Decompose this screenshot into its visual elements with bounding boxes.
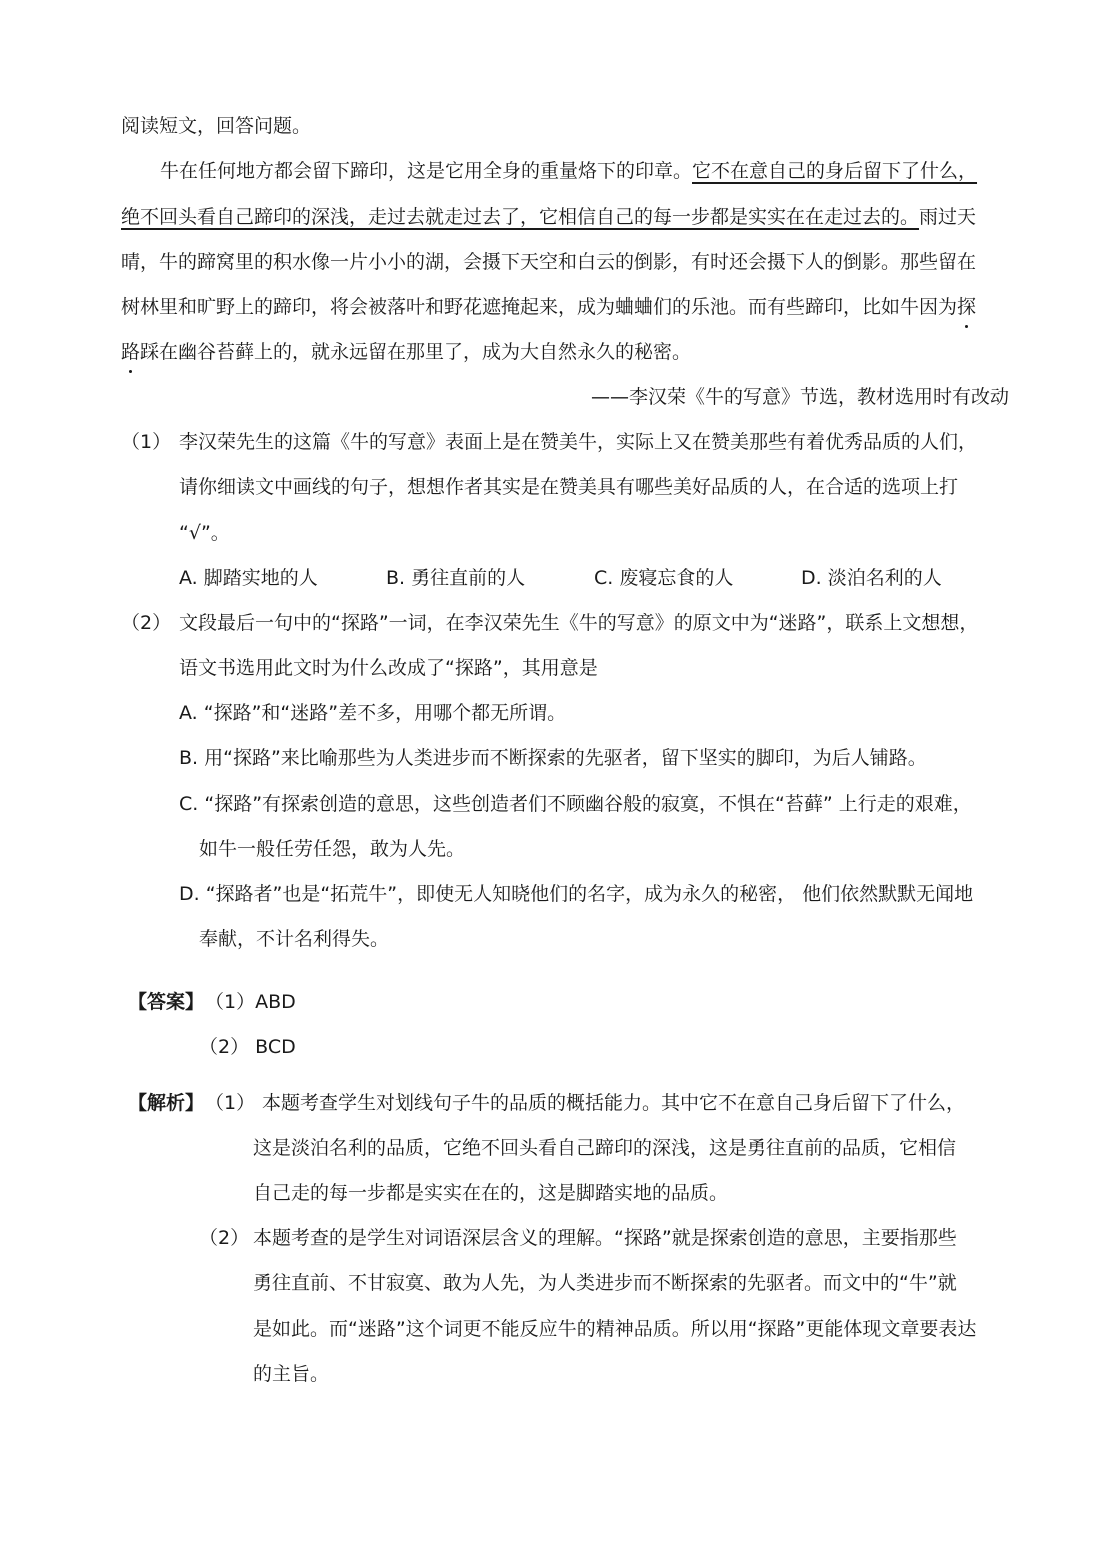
option-c-continued: 如牛一般任劳任怨，敢为人先。 [199, 838, 466, 860]
analysis-text: 的主旨。 [253, 1363, 330, 1385]
passage-line-1 [160, 159, 977, 183]
option-d: D. “探路者”也是“拓荒牛”，即使无人知晓他们的名字，成为永久的秘密， 他们依然默默无闻地 [179, 883, 974, 905]
option-c: C. 废寝忘食的人 [594, 567, 734, 589]
passage-line-5 [121, 340, 691, 364]
analysis-text: 是如此。而“迷路”这个词更不能反应牛的精神品质。所以用“探路”更能体现文章要表达 [253, 1318, 977, 1340]
analysis-text: 本题考查学生对划线句子牛的品质的概括能力。其中它不在意自己身后留下了什么， [262, 1092, 966, 1114]
passage-line-4 [121, 295, 976, 319]
passage-line-2 [121, 205, 976, 229]
answer-2: （2） BCD [199, 1036, 296, 1058]
underlined-sentence: 它不在意自己的身后留下了什么， [692, 160, 978, 182]
analysis-label: 【解析】 [128, 1092, 205, 1114]
emphasis-dot-char: 探 [957, 296, 977, 318]
question-text: 文段最后一句中的“探路”一词，在李汉荣先生《牛的写意》的原文中为“迷路”，联系上文想想， [179, 612, 979, 634]
question-text: 请你细读文中画线的句子，想想作者其实是在赞美具有哪些美好品质的人，在合适的选项上打 [179, 476, 959, 498]
passage-text: 树林里和旷野上的蹄印，将会被落叶和野花遮掩起来，成为蛐蛐们的乐池。而有些蹄印，比如牛因为 [121, 296, 958, 318]
analysis-text: 自己走的每一步都是实实在在的，这是脚踏实地的品质。 [253, 1182, 729, 1204]
passage-text: 踩在幽谷苔藓上的，就永远留在那里了，成为大自然永久的秘密。 [140, 341, 692, 363]
passage-text: 雨过天 [919, 206, 977, 228]
analysis-number: （2） [199, 1227, 250, 1249]
passage-source: ——李汉荣《牛的写意》节选，教材选用时有改动 [590, 386, 1009, 408]
analysis-text: 本题考查的是学生对词语深层含义的理解。“探路”就是探索创造的意思，主要指那些 [253, 1227, 957, 1249]
option-b: B. 用“探路”来比喻那些为人类进步而不断探索的先驱者，留下坚实的脚印，为后人铺路。 [179, 747, 927, 769]
option-d: D. 淡泊名利的人 [801, 567, 942, 589]
option-c: C. “探路”有探索创造的意思，这些创造者们不顾幽谷般的寂寞，不惧在“苔藓” 上行走的艰难， [179, 793, 972, 815]
question-number: （1） [121, 431, 172, 453]
passage-text: 牛在任何地方都会留下蹄印，这是它用全身的重量烙下的印章。 [160, 160, 693, 182]
instruction: 阅读短文，回答问题。 [121, 115, 312, 137]
answer-1: （1）ABD [205, 991, 296, 1013]
option-d-continued: 奉献，不计名利得失。 [199, 928, 390, 950]
underlined-sentence: 绝不回头看自己蹄印的深浅，走过去就走过去了，它相信自己的每一步都是实实在在走过去的。 [121, 206, 920, 228]
analysis-text: 这是淡泊名利的品质，它绝不回头看自己蹄印的深浅，这是勇往直前的品质，它相信 [253, 1137, 957, 1159]
analysis-number: （1） [205, 1092, 256, 1114]
option-b: B. 勇往直前的人 [386, 567, 526, 589]
question-text: 语文书选用此文时为什么改成了“探路”，其用意是 [179, 657, 598, 679]
emphasis-dot-char: 路 [121, 341, 141, 363]
question-number: （2） [121, 612, 172, 634]
answer-label: 【答案】 [128, 991, 205, 1013]
analysis-text: 勇往直前、不甘寂寞、敢为人先，为人类进步而不断探索的先驱者。而文中的“牛”就 [253, 1272, 957, 1294]
passage-line-3: 晴，牛的蹄窝里的积水像一片小小的湖，会摄下天空和白云的倒影，有时还会摄下人的倒影。那些留在 [121, 251, 977, 273]
question-text: “√”。 [179, 522, 230, 544]
option-a: A. 脚踏实地的人 [179, 567, 318, 589]
option-a: A. “探路”和“迷路”差不多，用哪个都无所谓。 [179, 702, 567, 724]
question-text: 李汉荣先生的这篇《牛的写意》表面上是在赞美牛，实际上又在赞美那些有着优秀品质的人们， [179, 431, 978, 453]
